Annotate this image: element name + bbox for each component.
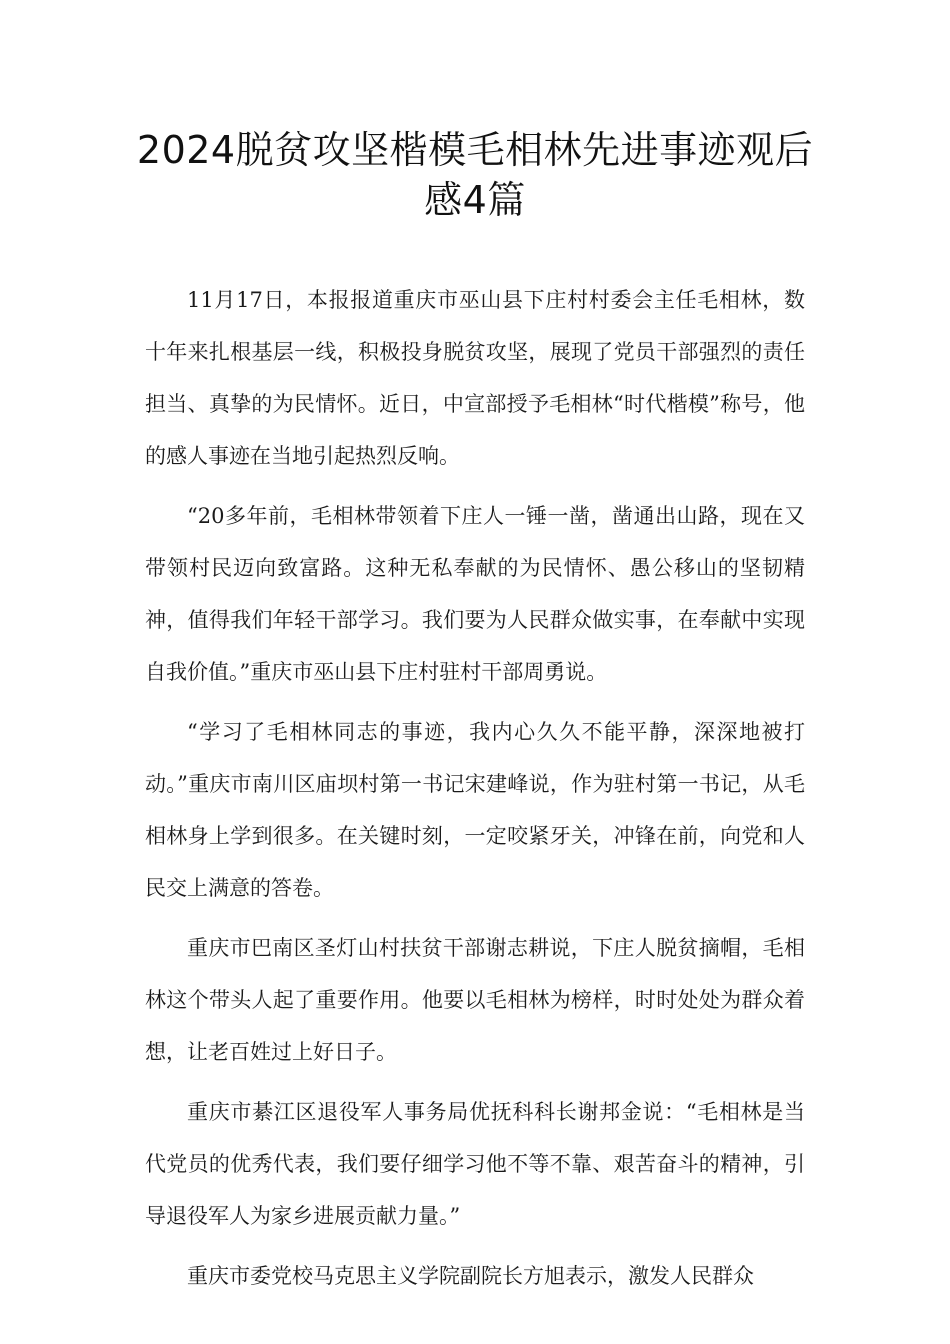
paragraph: 11月17日，本报报道重庆市巫山县下庄村村委会主任毛相林，数十年来扎根基层一线，积极投身脱贫攻坚，展现了党员干部强烈的责任担当、真挚的为民情怀。近日，中宣部授予毛相林“时代楷模”称号，他的感人事迹在当地引起热烈反响。 [145, 288, 805, 468]
paragraph: “20多年前，毛相林带领着下庄人一锤一凿，凿通出山路，现在又带领村民迈向致富路。这种无私奉献的为民情怀、愚公移山的坚韧精神，值得我们年轻干部学习。我们要为人民群众做实事，在奉献中实现自我价值。”重庆市巫山县下庄村驻村干部周勇说。 [145, 504, 805, 684]
document-body [145, 274, 805, 1302]
paragraph: 重庆市委党校马克思主义学院副院长方旭表示，激发人民群众 [187, 1264, 754, 1288]
paragraph: 重庆市巴南区圣灯山村扶贫干部谢志耕说，下庄人脱贫摘帽，毛相林这个带头人起了重要作用。他要以毛相林为榜样，时时处处为群众着想，让老百姓过上好日子。 [145, 936, 805, 1064]
paragraph: 重庆市綦江区退役军人事务局优抚科科长谢邦金说：“毛相林是当代党员的优秀代表，我们要仔细学习他不等不靠、艰苦奋斗的精神，引导退役军人为家乡进展贡献力量。” [145, 1100, 805, 1228]
paragraph: “学习了毛相林同志的事迹，我内心久久不能平静，深深地被打动。”重庆市南川区庙坝村第一书记宋建峰说，作为驻村第一书记，从毛相林身上学到很多。在关键时刻，一定咬紧牙关，冲锋在前，向党和人民交上满意的答卷。 [145, 720, 805, 900]
document-title: 2024脱贫攻坚楷模毛相林先进事迹观后感4篇 [136, 128, 814, 222]
